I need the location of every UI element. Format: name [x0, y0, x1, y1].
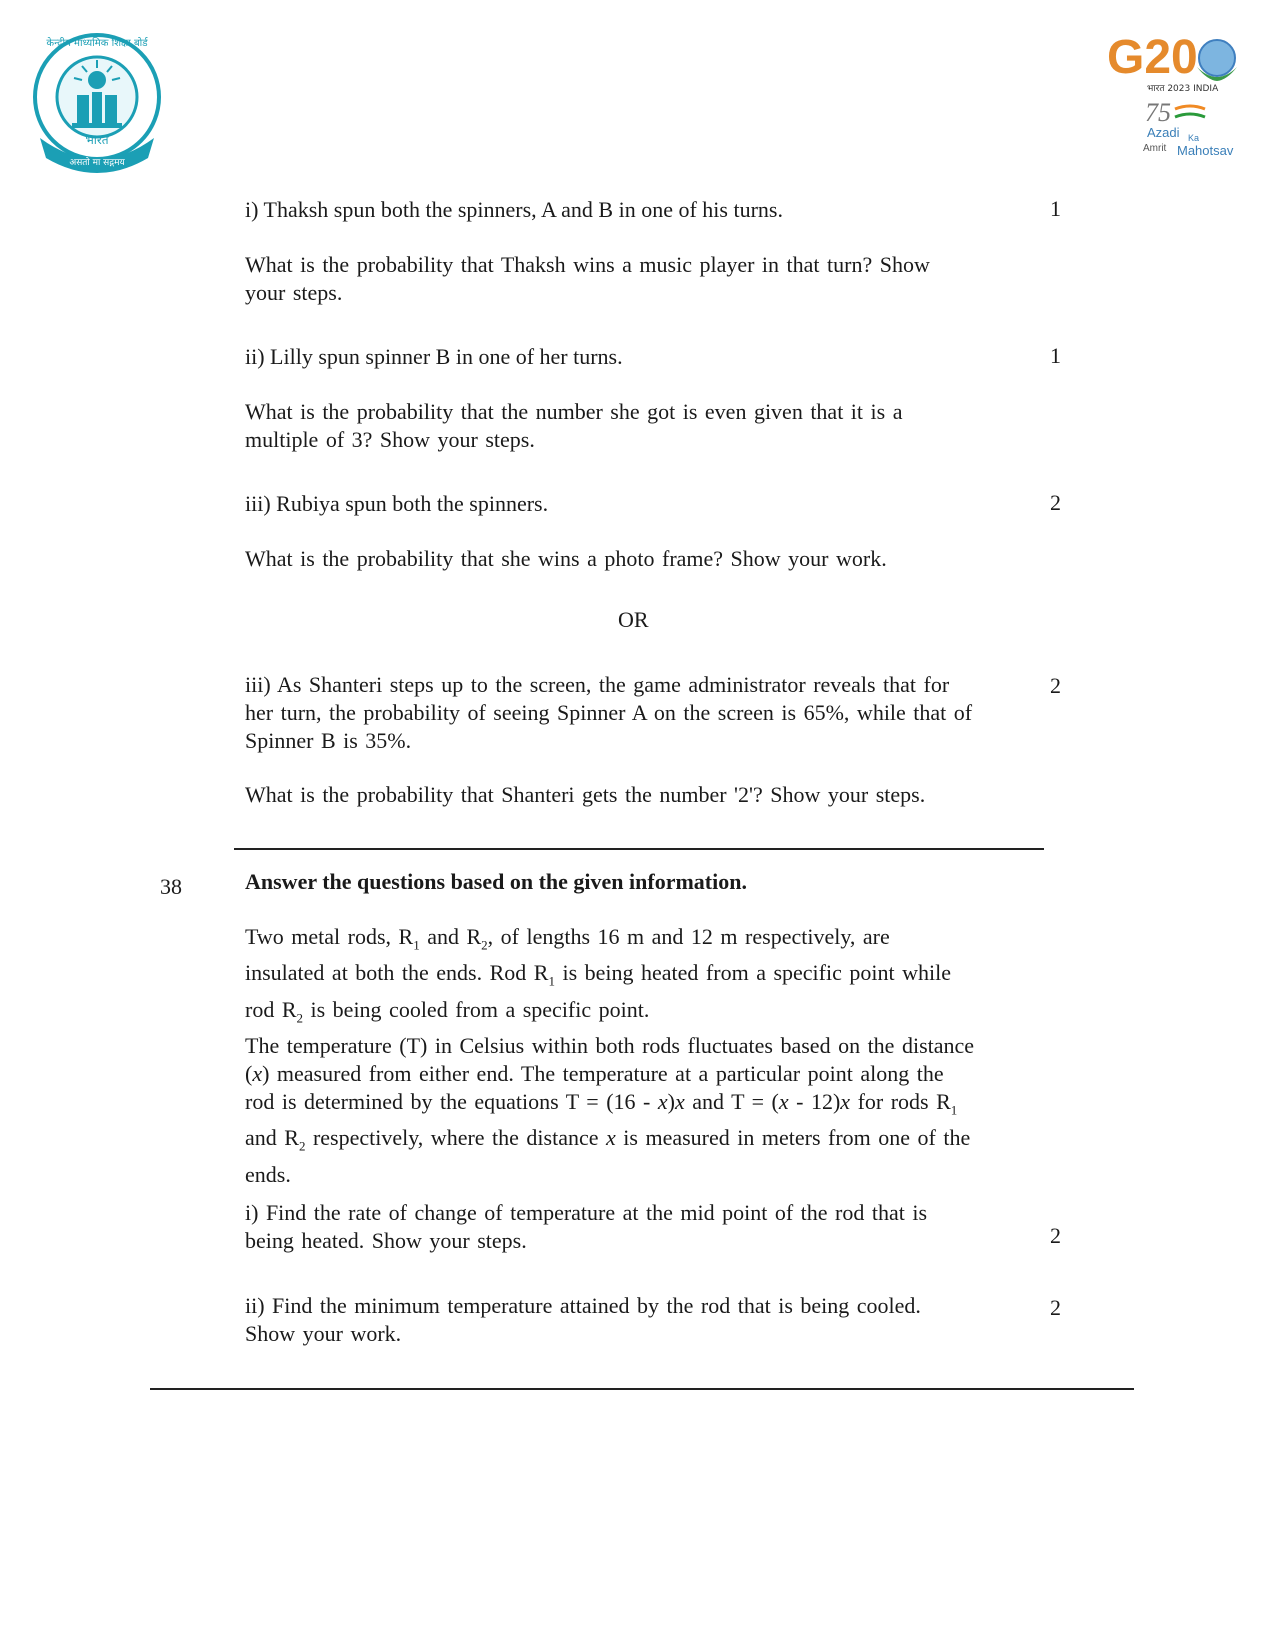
cbse-logo	[30, 30, 165, 175]
q38-i-question: i) Find the rate of change of temperature at the mid point of the rod that is being heated. Show your steps.	[245, 1200, 928, 1253]
q38-paragraph-2: The temperature (T) in Celsius within both rods fluctuates based on the distance (x) measured from either end. The temperature at a particular point along the rod is determined by the equations T = (16 - x)x and T = (x - 12)x for rods $R_1$ and $R_2$ respectively, where the distance x is measured in meters from one of the ends.	[245, 1033, 975, 1187]
q37-iii-question: What is the probability that she wins a photo frame? Show your work.	[245, 546, 887, 571]
g20-logo	[1105, 25, 1260, 165]
q37-iii-statement: iii) Rubiya spun both the spinners.	[245, 491, 549, 516]
q37-iii-alt-question: What is the probability that Shanteri gets the number '2'? Show your steps.	[245, 782, 926, 807]
azadi-text: Azadi	[1147, 125, 1180, 140]
seventyfive-text: 75	[1145, 98, 1171, 127]
q37-iii-mark: 2	[1050, 490, 1061, 515]
g20-text: G20	[1107, 31, 1198, 84]
q37-iii-alt-mark: 2	[1050, 673, 1061, 698]
q37-ii-statement: ii) Lilly spun spinner B in one of her turns.	[245, 344, 623, 369]
flag-stripe-green	[1175, 114, 1205, 117]
q37-iii-alt-statement: iii) As Shanteri steps up to the screen, the game administrator reveals that for her turn, the probability of seeing Spinner A on the screen is 65%, while that of Spinner B is 35%.	[245, 672, 973, 753]
q38-number: 38	[160, 874, 182, 899]
amrit-text: Amrit	[1143, 143, 1167, 154]
section-divider	[234, 848, 1044, 850]
q37-i-statement: i) Thaksh spun both the spinners, A and B in one of his turns.	[245, 197, 783, 222]
globe-icon	[1199, 40, 1235, 76]
logo-script-mid: भारत	[85, 133, 109, 147]
q38-heading: Answer the questions based on the given information.	[245, 869, 747, 894]
g20-subtitle: भारत 2023 INDIA	[1147, 84, 1219, 94]
q38-paragraph-1: Two metal rods, $R_1$ and $R_2$, of lengths 16 m and 12 m respectively, are insulated at both the ends. Rod $R_1$ is being heated from a specific point while rod $R_2$ is being cooled from a specific point.	[245, 924, 951, 1026]
q37-ii-question: What is the probability that the number she got is even given that it is a multiple of 3? Show your steps.	[245, 399, 903, 452]
page-bottom-rule	[150, 1388, 1134, 1390]
logo-script-bottom: असतो मा सद्गमय	[69, 158, 125, 168]
or-divider: OR	[618, 607, 649, 632]
mahotsav-text: Mahotsav	[1177, 143, 1234, 158]
q38-i-mark: 2	[1050, 1223, 1061, 1248]
q37-i-question: What is the probability that Thaksh wins a music player in that turn? Show your steps.	[245, 252, 930, 305]
flag-stripe-orange	[1175, 106, 1205, 109]
ka-text: Ka	[1188, 133, 1200, 143]
q37-ii-mark: 1	[1050, 343, 1061, 368]
q38-ii-question: ii) Find the minimum temperature attained by the rod that is being cooled. Show your work.	[245, 1293, 921, 1346]
q37-i-mark: 1	[1050, 196, 1061, 221]
logo-script-top: केन्द्रीय माध्यमिक शिक्षा बोर्ड	[46, 38, 148, 49]
q38-ii-mark: 2	[1050, 1295, 1061, 1320]
